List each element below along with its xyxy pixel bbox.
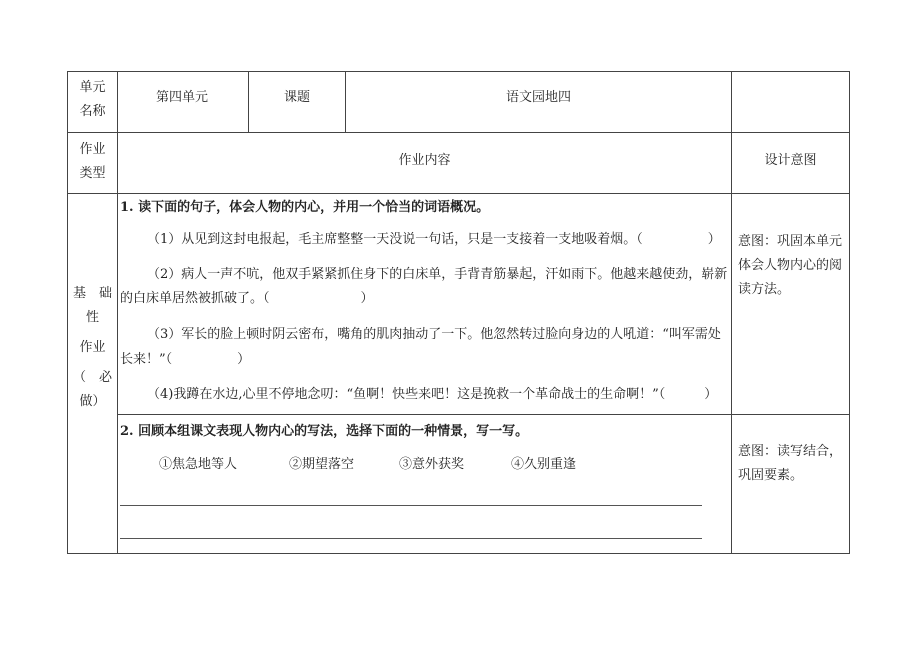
content-header: 作业内容 (398, 153, 451, 168)
task2-intent: 意图：读写结合， 巩固要素。 (738, 444, 843, 483)
task1-item-2-line2: 的白床单居然被抓破了。（ ） (120, 291, 374, 306)
task1-item-1: （1）从见到这封电报起，毛主席整整一天没说一句话，只是一支接着一支地吸着烟。（ ） (147, 232, 721, 247)
table-border-bottom (67, 553, 850, 554)
table-row-divider (117, 414, 850, 415)
task1-item-3-line2: 长来！”（ ） (120, 352, 251, 367)
table-col-divider (117, 71, 118, 554)
table-border-top (67, 71, 850, 72)
unit-name-label: 单元 名称 (79, 80, 106, 119)
task1-item-4: （4)我蹲在水边,心里不停地念叨：“鱼啊！快些来吧！这是挽救一个革命战士的生命啊！”（ ） (147, 387, 718, 402)
table-col-divider (248, 71, 249, 133)
task2-option-3: ③意外获奖 (399, 457, 465, 472)
table-border-right (849, 71, 850, 554)
task1-intent: 意图：巩固本单元 体会人物内心的阅 读方法。 (738, 234, 843, 297)
unit-name-value: 第四单元 (156, 90, 209, 105)
task1-title: 1. 读下面的句子，体会人物的内心，并用一个恰当的词语概况。 (120, 200, 490, 215)
table-row-divider (67, 193, 850, 194)
task2-option-2: ②期望落空 (289, 457, 355, 472)
task1-item-2-line1: （2）病人一声不吭，他双手紧紧抓住身下的白床单，手背青筋暴起，汗如雨下。他越来越使劲，崭新 (147, 267, 728, 282)
table-col-divider (731, 71, 732, 554)
type-label: 作业 类型 (79, 142, 106, 181)
lesson-value: 语文园地四 (505, 90, 571, 105)
task2-option-1: ①焦急地等人 (159, 457, 238, 472)
task2-option-4: ④久别重逢 (511, 457, 577, 472)
intent-header: 设计意图 (764, 153, 817, 168)
category-label: 基 础 性 作业 （ 必 做） (72, 286, 112, 409)
lesson-label: 课题 (284, 90, 311, 105)
task2-title: 2. 回顾本组课文表现人物内心的写法，选择下面的一种情景，写一写。 (120, 424, 529, 439)
task1-item-3-line1: （3）军长的脸上顿时阴云密布，嘴角的肌肉抽动了一下。他忽然转过脸向身边的人吼道：“叫军需处 (147, 327, 721, 342)
writing-line[interactable] (120, 538, 702, 539)
writing-line[interactable] (120, 505, 702, 506)
table-row-divider (67, 132, 850, 133)
